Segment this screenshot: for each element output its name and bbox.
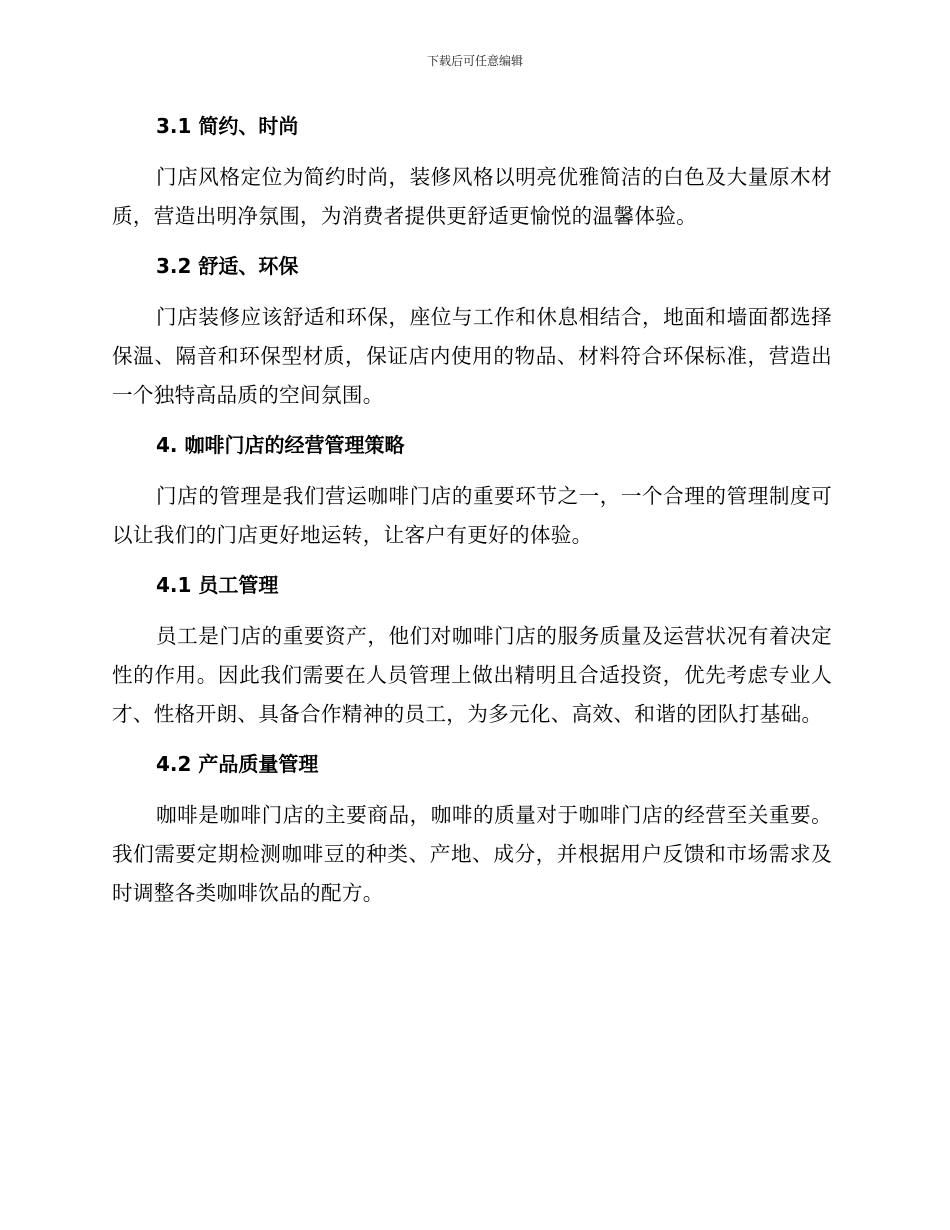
section-paragraph: 员工是门店的重要资产，他们对咖啡门店的服务质量及运营状况有着决定性的作用。因此我们需要在人员管理上做出精明且合适投资，优先考虑专业人才、性格开朗、具备合作精神的员工，为多元化、高效、和谐的团队打基础。 xyxy=(112,624,832,726)
section-paragraph: 门店风格定位为简约时尚，装修风格以明亮优雅简洁的白色及大量原木材质，营造出明净氛围，为消费者提供更舒适更愉悦的温馨体验。 xyxy=(112,165,832,228)
page-header-note: 下载后可任意编辑 xyxy=(426,54,523,68)
section-paragraph: 门店的管理是我们营运咖啡门店的重要环节之一，一个合理的管理制度可以让我们的门店更好地运转，让客户有更好的体验。 xyxy=(112,484,832,547)
section-4-1 xyxy=(112,569,832,734)
section-3-2 xyxy=(112,250,832,415)
section-heading: 4. 咖啡门店的经营管理策略 xyxy=(156,433,405,457)
section-4 xyxy=(112,429,832,555)
section-4-2 xyxy=(112,748,832,913)
section-3-1 xyxy=(112,110,832,236)
section-heading: 4.1 员工管理 xyxy=(156,573,279,597)
section-paragraph: 门店装修应该舒适和环保，座位与工作和休息相结合，地面和墙面都选择保温、隔音和环保型材质，保证店内使用的物品、材料符合环保标准，营造出一个独特高品质的空间氛围。 xyxy=(112,305,832,407)
section-heading: 3.1 简约、时尚 xyxy=(156,114,299,138)
section-paragraph: 咖啡是咖啡门店的主要商品，咖啡的质量对于咖啡门店的经营至关重要。我们需要定期检测咖啡豆的种类、产地、成分，并根据用户反馈和市场需求及时调整各类咖啡饮品的配方。 xyxy=(112,803,832,905)
section-heading: 4.2 产品质量管理 xyxy=(156,752,319,776)
document-body xyxy=(112,110,832,927)
section-heading: 3.2 舒适、环保 xyxy=(156,254,299,278)
